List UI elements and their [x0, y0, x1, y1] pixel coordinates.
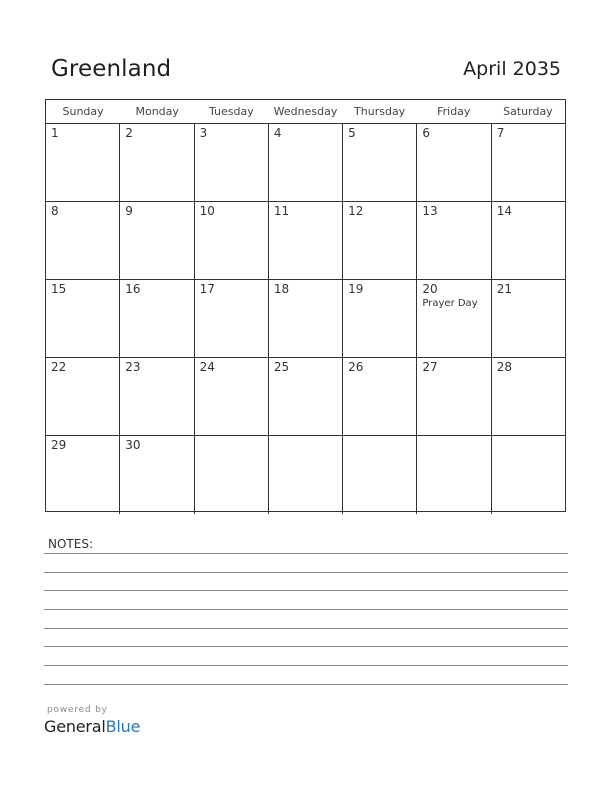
day-number: 27	[422, 360, 438, 374]
day-number: 16	[125, 282, 141, 296]
day-number: 17	[199, 282, 215, 296]
day-number: 19	[348, 282, 364, 296]
day-number: 21	[496, 282, 512, 296]
day-number: 29	[51, 438, 67, 452]
day-number: 2	[125, 126, 133, 140]
day-number: 7	[496, 126, 505, 140]
day-number: 5	[348, 126, 356, 140]
week-row	[46, 358, 565, 436]
day-cell	[417, 124, 491, 201]
day-cell	[343, 124, 417, 201]
notes-line	[44, 684, 568, 685]
weekday-sunday: Sunday	[62, 105, 104, 118]
day-cell	[120, 436, 194, 514]
day-number: 22	[51, 360, 67, 374]
day-cell	[343, 202, 417, 279]
day-cell	[492, 436, 565, 514]
day-number: 11	[273, 204, 290, 218]
day-cell	[417, 436, 491, 514]
day-number: 26	[348, 360, 364, 374]
day-cell	[120, 202, 194, 279]
weekday-saturday: Saturday	[503, 105, 553, 118]
day-number: 18	[273, 282, 290, 296]
day-cell	[417, 280, 491, 357]
day-cell	[195, 436, 269, 514]
day-cell	[46, 124, 120, 201]
day-number: 28	[496, 360, 512, 374]
day-cell	[417, 202, 491, 279]
day-number: 24	[199, 360, 215, 374]
notes-line	[44, 646, 568, 647]
powered-by-text: powered by	[47, 705, 108, 715]
day-cell	[195, 358, 269, 435]
day-cell	[120, 358, 194, 435]
day-cell	[492, 202, 565, 279]
notes-line	[44, 628, 568, 629]
day-cell	[417, 358, 491, 435]
day-cell	[195, 202, 269, 279]
day-number: 12	[348, 204, 364, 218]
day-number: 1	[51, 126, 59, 140]
brand-logo	[44, 716, 140, 738]
day-number: 6	[422, 126, 431, 140]
day-cell	[343, 280, 417, 357]
day-number: 3	[199, 126, 208, 140]
weekday-header-row	[46, 100, 565, 124]
day-cell	[269, 436, 343, 514]
weekday-tuesday: Tuesday	[208, 105, 254, 118]
day-cell	[492, 280, 565, 357]
day-number: 4	[273, 126, 282, 140]
day-number: 23	[125, 360, 141, 374]
day-cell	[492, 124, 565, 201]
brand-logo-blue: Blue	[105, 717, 141, 736]
day-cell	[120, 280, 194, 357]
day-number: 14	[496, 204, 512, 218]
notes-line	[44, 572, 568, 573]
day-number: 25	[273, 360, 290, 374]
brand-logo-general: General	[44, 717, 106, 736]
weekday-wednesday: Wednesday	[273, 105, 338, 118]
notes-line	[44, 590, 568, 591]
weekday-monday: Monday	[135, 105, 179, 118]
day-number: 15	[51, 282, 67, 296]
notes-line	[44, 609, 568, 610]
day-cell	[46, 358, 120, 435]
week-row	[46, 436, 565, 514]
day-cell	[492, 358, 565, 435]
day-cell	[46, 202, 120, 279]
day-number: 30	[125, 438, 141, 452]
day-number: 20	[422, 282, 438, 296]
day-cell	[195, 124, 269, 201]
day-cell	[343, 358, 417, 435]
calendar-body	[46, 124, 565, 511]
notes-label: NOTES:	[48, 537, 93, 551]
week-row	[46, 124, 565, 202]
notes-line	[44, 553, 568, 554]
day-cell	[343, 436, 417, 514]
day-cell	[195, 280, 269, 357]
day-number: 13	[422, 204, 438, 218]
day-cell	[46, 436, 120, 514]
page-title: Greenland	[51, 56, 172, 82]
week-row	[46, 202, 565, 280]
weekday-thursday: Thursday	[354, 105, 406, 118]
weekday-friday: Friday	[437, 105, 471, 118]
calendar-grid	[45, 99, 566, 512]
holiday-label: Prayer Day	[422, 298, 478, 309]
day-number: 10	[199, 204, 215, 218]
day-cell	[269, 124, 343, 201]
week-row	[46, 280, 565, 358]
month-year-label: April 2035	[463, 58, 561, 80]
day-cell	[120, 124, 194, 201]
day-number: 8	[51, 204, 59, 218]
day-number: 9	[125, 204, 133, 218]
notes-line	[44, 665, 568, 666]
day-cell	[269, 358, 343, 435]
day-cell	[269, 202, 343, 279]
day-cell	[269, 280, 343, 357]
day-cell	[46, 280, 120, 357]
